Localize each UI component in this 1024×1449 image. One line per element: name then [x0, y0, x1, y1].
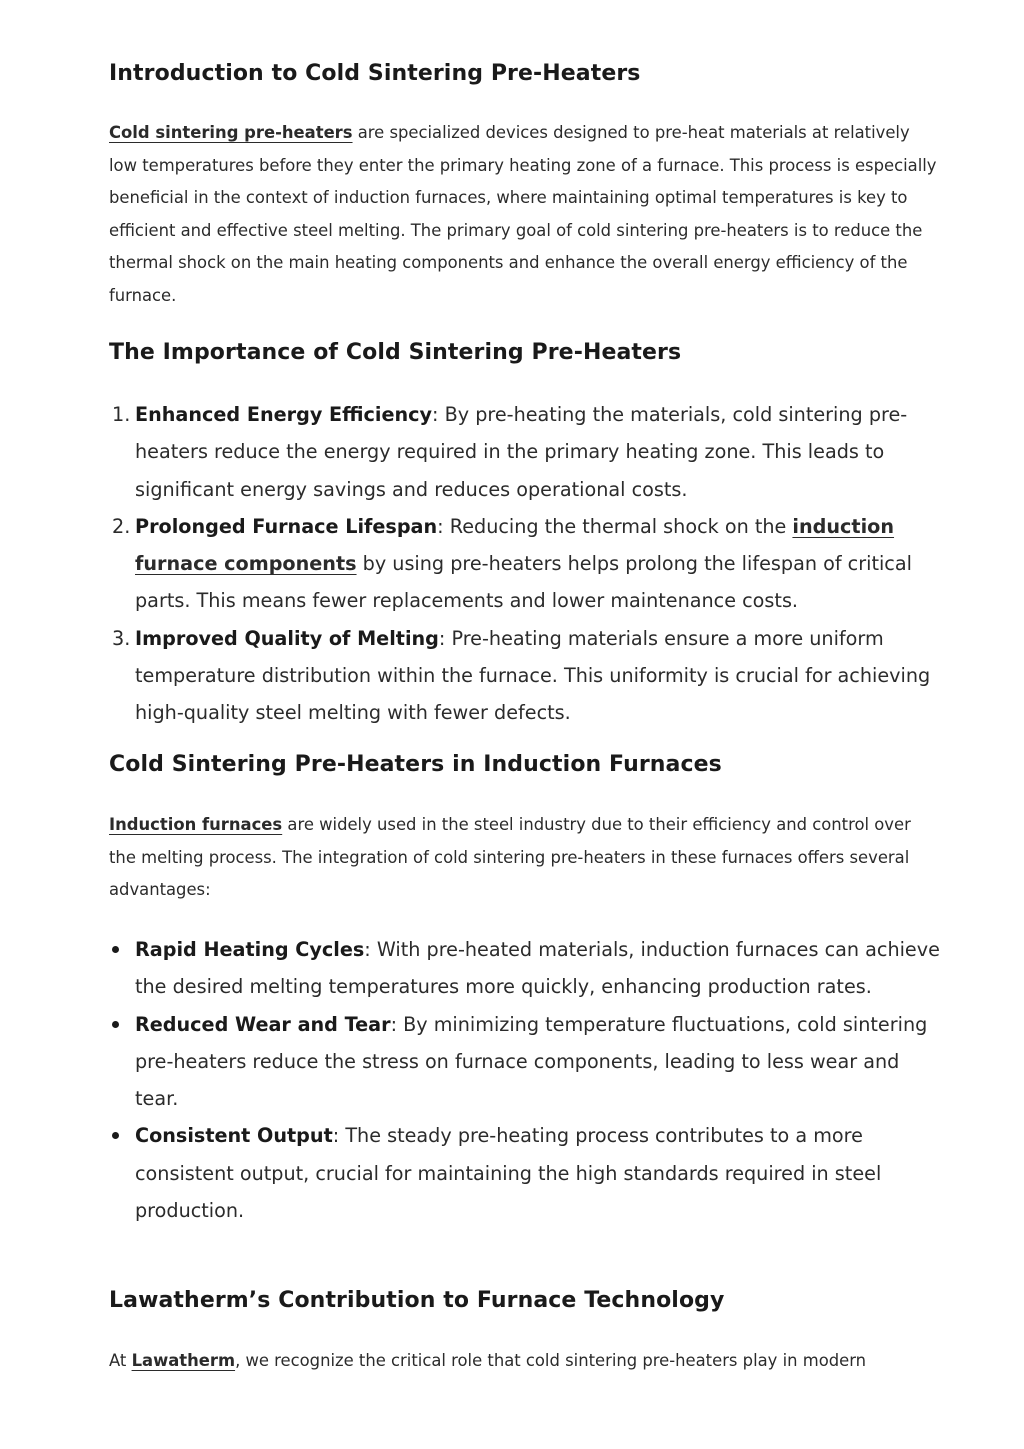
lawatherm-paragraph-prefix: At — [109, 1351, 132, 1370]
lawatherm-paragraph-text: , we recognize the critical role that cold sintering pre-heaters play in modern — [235, 1351, 867, 1370]
importance-list — [109, 396, 941, 732]
intro-paragraph — [109, 117, 941, 312]
lawatherm-link[interactable]: Lawatherm — [131, 1351, 236, 1370]
induction-furnaces-link[interactable]: Induction furnaces — [109, 815, 283, 834]
list-item-term: Improved Quality of Melting — [135, 626, 439, 650]
induction-paragraph — [109, 809, 941, 907]
section-heading-lawatherm: Lawatherm’s Contribution to Furnace Technology — [109, 1288, 725, 1313]
list-item — [109, 396, 941, 508]
list-item-text: : Pre-heating materials ensure a more uniform temperature distribution within the furnace. This uniformity is crucial for achieving high-quality steel melting with fewer defects. — [135, 626, 931, 725]
list-item-text: : By minimizing temperature fluctuations, cold sintering pre-heaters reduce the stress on furnace components, leading to less wear and tear. — [135, 1012, 928, 1111]
list-item-term: Enhanced Energy Efficiency — [135, 403, 433, 426]
list-item-term: Reduced Wear and Tear — [135, 1012, 391, 1036]
list-number: 3. — [112, 626, 131, 650]
list-item — [109, 931, 941, 1006]
cold-sintering-pre-heaters-link[interactable]: Cold sintering pre-heaters — [109, 123, 353, 142]
section-heading-importance: The Importance of Cold Sintering Pre-Heaters — [109, 340, 682, 365]
list-item-text-after: by using pre-heaters helps prolong the lifespan of critical parts. This means fewer replacements and lower maintenance costs. — [135, 552, 912, 613]
advantages-list — [109, 931, 941, 1229]
list-item-term: Prolonged Furnace Lifespan — [135, 514, 438, 538]
section-heading-induction-furnaces: Cold Sintering Pre-Heaters in Induction Furnaces — [109, 752, 722, 777]
list-number: 2. — [112, 514, 131, 538]
list-item-term: Consistent Output — [135, 1124, 333, 1148]
section-heading-introduction: Introduction to Cold Sintering Pre-Heaters — [109, 61, 641, 86]
list-number: 1. — [112, 403, 131, 426]
list-item-text: : The steady pre-heating process contributes to a more consistent output, crucial for maintaining the high standards required in steel production. — [135, 1124, 882, 1223]
list-item — [109, 1006, 941, 1118]
list-item — [109, 620, 941, 732]
intro-paragraph-text: are specialized devices designed to pre-heat materials at relatively low temperatures before they enter the primary heating zone of a furnace. This process is especially beneficial in the context of induction furnaces, where maintaining optimal temperatures is key to efficient and effective steel melting. The primary goal of cold sintering pre-heaters is to reduce the thermal shock on the main heating components and enhance the overall energy efficiency of the furnace. — [109, 123, 937, 305]
list-item-text: : By pre-heating the materials, cold sintering pre-heaters reduce the energy required in the primary heating zone. This leads to significant energy savings and reduces operational costs. — [135, 403, 908, 501]
list-item — [109, 1117, 941, 1229]
bullet — [112, 1132, 119, 1139]
list-item-text: : With pre-heated materials, induction furnaces can achieve the desired melting temperatures more quickly, enhancing production rates. — [135, 938, 940, 999]
induction-furnace-components-link[interactable]: induction furnace components — [135, 514, 895, 576]
list-item-text: : Reducing the thermal shock on the — [437, 514, 793, 538]
bullet — [112, 946, 119, 953]
bullet — [112, 1021, 119, 1028]
induction-paragraph-text: are widely used in the steel industry due to their efficiency and control over the melting process. The integration of cold sintering pre-heaters in these furnaces offers several advantages: — [109, 815, 911, 899]
list-item — [109, 508, 941, 620]
lawatherm-paragraph — [109, 1345, 941, 1378]
list-item-term: Rapid Heating Cycles — [135, 938, 365, 961]
